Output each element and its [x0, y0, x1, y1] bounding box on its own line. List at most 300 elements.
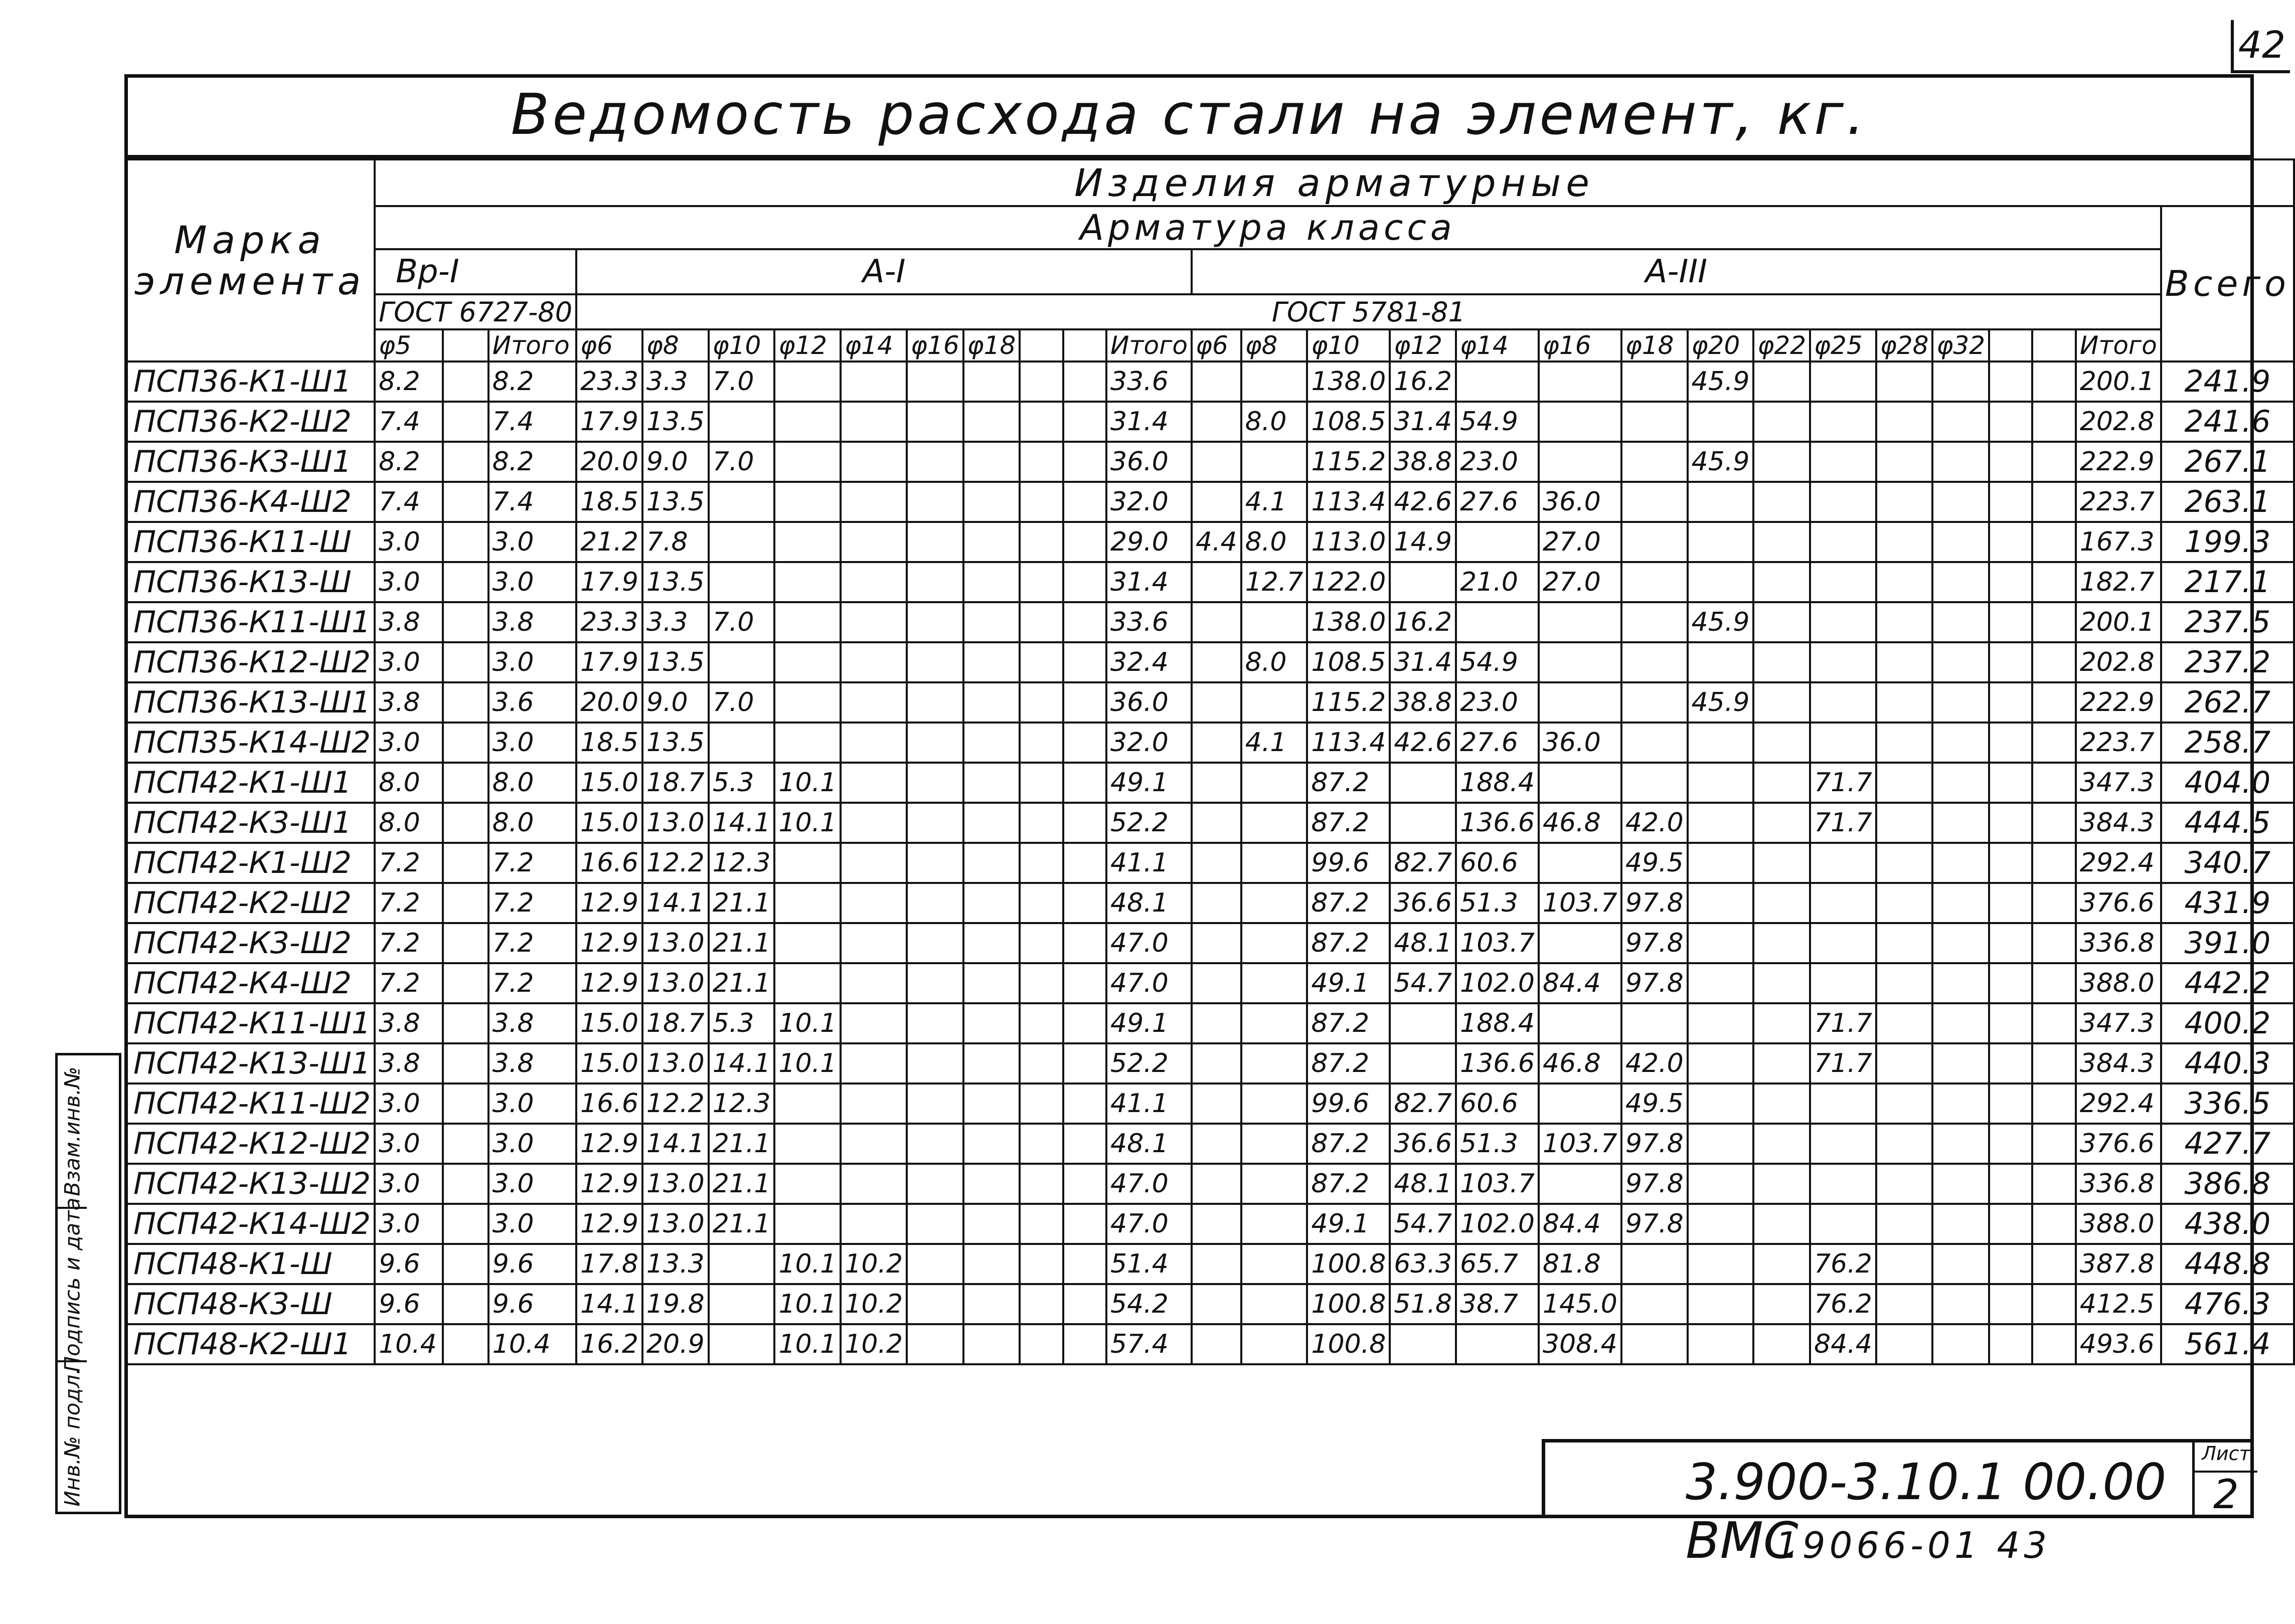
row-total: 241.9: [2161, 362, 2294, 402]
table-row: [125, 682, 2294, 723]
table-cell: 49.1: [1106, 763, 1192, 803]
table-cell: [1539, 402, 1621, 442]
table-cell: [1932, 803, 1989, 843]
table-cell: [2032, 843, 2075, 883]
table-cell: 12.9: [576, 1164, 642, 1204]
table-cell: [1989, 803, 2032, 843]
table-cell: [1989, 1084, 2032, 1124]
table-cell: [1241, 803, 1307, 843]
table-cell: 47.0: [1106, 1164, 1192, 1204]
table-cell: 388.0: [2076, 963, 2161, 1003]
table-cell: 100.8: [1307, 1284, 1390, 1324]
table-cell: [907, 963, 963, 1003]
table-cell: [1810, 963, 1876, 1003]
table-cell: [1020, 642, 1063, 682]
table-cell: [1753, 963, 1810, 1003]
table-cell: [1688, 1324, 1754, 1364]
table-cell: 38.8: [1390, 682, 1456, 723]
row-total: 404.0: [2161, 763, 2294, 803]
table-row: [125, 1043, 2294, 1084]
table-cell: [1241, 963, 1307, 1003]
table-cell: [841, 682, 907, 723]
row-total: 391.0: [2161, 923, 2294, 963]
table-cell: [443, 1164, 488, 1204]
table-cell: 3.3: [642, 602, 709, 642]
table-cell: 84.4: [1810, 1324, 1876, 1364]
table-cell: [1753, 1043, 1810, 1084]
table-cell: [1241, 843, 1307, 883]
table-cell: [1932, 963, 1989, 1003]
table-cell: [841, 562, 907, 602]
table-cell: [1063, 763, 1106, 803]
table-cell: 49.5: [1621, 843, 1688, 883]
table-cell: 7.4: [375, 482, 443, 522]
table-cell: [963, 883, 1020, 923]
table-cell: [1020, 963, 1063, 1003]
table-cell: [2032, 1003, 2075, 1043]
table-cell: [443, 1124, 488, 1164]
table-cell: 347.3: [2076, 1003, 2161, 1043]
table-cell: [443, 1003, 488, 1043]
table-cell: [2032, 803, 2075, 843]
table-cell: [963, 1244, 1020, 1284]
table-cell: [1621, 1244, 1688, 1284]
table-row: [125, 1204, 2294, 1244]
table-cell: [774, 362, 841, 402]
table-cell: 42.6: [1390, 482, 1456, 522]
row-mark: ПСП36-К13-Ш: [125, 562, 375, 602]
table-cell: [1810, 1164, 1876, 1204]
table-cell: [1989, 1164, 2032, 1204]
table-cell: 18.5: [576, 482, 642, 522]
table-cell: [1810, 682, 1876, 723]
table-cell: [443, 1204, 488, 1244]
table-cell: [2032, 602, 2075, 642]
table-cell: [907, 402, 963, 442]
row-total: 442.2: [2161, 963, 2294, 1003]
table-cell: [1621, 642, 1688, 682]
table-cell: [841, 1084, 907, 1124]
table-cell: [1390, 803, 1456, 843]
table-cell: [1390, 562, 1456, 602]
table-cell: [1753, 682, 1810, 723]
table-cell: [1192, 402, 1241, 442]
table-cell: 87.2: [1307, 923, 1390, 963]
table-row: [125, 723, 2294, 763]
table-cell: [1020, 1124, 1063, 1164]
table-cell: [2032, 963, 2075, 1003]
table-cell: [443, 442, 488, 482]
table-cell: 21.1: [709, 1204, 775, 1244]
table-cell: [1876, 442, 1933, 482]
table-cell: 21.1: [709, 923, 775, 963]
table-cell: 14.1: [709, 803, 775, 843]
table-cell: 8.0: [488, 803, 576, 843]
table-cell: 3.8: [375, 1003, 443, 1043]
table-cell: 27.0: [1539, 522, 1621, 562]
table-cell: 7.2: [488, 923, 576, 963]
table-cell: [1688, 1043, 1754, 1084]
table-cell: [1063, 682, 1106, 723]
row-mark: ПСП42-К2-Ш2: [125, 883, 375, 923]
table-cell: 19.8: [642, 1284, 709, 1324]
table-cell: 49.5: [1621, 1084, 1688, 1124]
table-cell: [1876, 402, 1933, 442]
table-cell: [1192, 843, 1241, 883]
table-cell: [1810, 562, 1876, 602]
table-cell: 41.1: [1106, 843, 1192, 883]
table-cell: 51.8: [1390, 1284, 1456, 1324]
table-cell: [1539, 763, 1621, 803]
row-total: 476.3: [2161, 1284, 2294, 1324]
table-row: [125, 642, 2294, 682]
table-cell: [1063, 723, 1106, 763]
table-cell: [1876, 1284, 1933, 1324]
table-cell: 103.7: [1539, 1124, 1621, 1164]
table-cell: [709, 522, 775, 562]
class-a1: A-I: [576, 249, 1192, 294]
table-cell: 8.2: [375, 362, 443, 402]
table-cell: 36.6: [1390, 883, 1456, 923]
table-cell: 12.9: [576, 883, 642, 923]
table-cell: [1192, 602, 1241, 642]
table-cell: 21.1: [709, 883, 775, 923]
gost-a: ГОСТ 5781-81: [576, 294, 2161, 329]
sheet-number: 42: [2231, 20, 2290, 73]
table-cell: 182.7: [2076, 562, 2161, 602]
table-cell: [774, 602, 841, 642]
table-cell: [963, 1003, 1020, 1043]
table-cell: 7.4: [488, 482, 576, 522]
table-cell: [1192, 1244, 1241, 1284]
table-cell: [963, 723, 1020, 763]
table-cell: 100.8: [1307, 1324, 1390, 1364]
table-cell: [1063, 1284, 1106, 1324]
table-cell: [1241, 1284, 1307, 1324]
table-cell: [2032, 442, 2075, 482]
products-header: Изделия арматурные: [375, 159, 2294, 206]
table-row: [125, 963, 2294, 1003]
table-cell: 84.4: [1539, 963, 1621, 1003]
table-cell: 13.5: [642, 482, 709, 522]
table-cell: 47.0: [1106, 923, 1192, 963]
table-cell: [1753, 602, 1810, 642]
diameter-header: φ6: [576, 329, 642, 362]
row-mark: ПСП36-К1-Ш1: [125, 362, 375, 402]
diameter-header: φ28: [1876, 329, 1933, 362]
table-cell: [2032, 1043, 2075, 1084]
table-cell: [1876, 642, 1933, 682]
table-cell: [963, 522, 1020, 562]
table-cell: [963, 362, 1020, 402]
table-cell: [1621, 1003, 1688, 1043]
table-cell: 7.0: [709, 602, 775, 642]
table-cell: [841, 402, 907, 442]
table-cell: 122.0: [1307, 562, 1390, 602]
table-cell: 16.6: [576, 843, 642, 883]
table-cell: 21.2: [576, 522, 642, 562]
table-cell: 384.3: [2076, 1043, 2161, 1084]
diameter-header: φ8: [642, 329, 709, 362]
table-cell: [443, 723, 488, 763]
table-cell: 103.7: [1456, 1164, 1539, 1204]
table-cell: 14.9: [1390, 522, 1456, 562]
table-cell: 8.0: [1241, 522, 1307, 562]
table-cell: [907, 723, 963, 763]
row-total: 258.7: [2161, 723, 2294, 763]
table-cell: 200.1: [2076, 602, 2161, 642]
table-cell: [1020, 1084, 1063, 1124]
table-cell: 3.0: [488, 522, 576, 562]
table-cell: [1932, 402, 1989, 442]
table-cell: 347.3: [2076, 763, 2161, 803]
table-cell: [443, 843, 488, 883]
table-cell: 23.3: [576, 362, 642, 402]
table-cell: [963, 843, 1020, 883]
table-cell: 10.1: [774, 1324, 841, 1364]
table-cell: [963, 1084, 1020, 1124]
table-cell: [1810, 402, 1876, 442]
table-cell: 45.9: [1688, 442, 1754, 482]
table-cell: [1539, 442, 1621, 482]
table-cell: 3.0: [375, 1124, 443, 1164]
table-cell: [1989, 1244, 2032, 1284]
sheet-value: 2: [2213, 1471, 2239, 1518]
table-cell: 54.2: [1106, 1284, 1192, 1324]
table-cell: 9.6: [488, 1284, 576, 1324]
table-cell: 31.4: [1106, 562, 1192, 602]
table-cell: 54.9: [1456, 642, 1539, 682]
row-mark: ПСП36-К11-Ш: [125, 522, 375, 562]
table-cell: 71.7: [1810, 1043, 1876, 1084]
table-cell: [443, 763, 488, 803]
table-cell: [1241, 602, 1307, 642]
table-cell: [1932, 1043, 1989, 1084]
row-total: 336.5: [2161, 1084, 2294, 1124]
row-total: 267.1: [2161, 442, 2294, 482]
table-cell: [1192, 803, 1241, 843]
table-cell: 36.6: [1390, 1124, 1456, 1164]
table-cell: 12.9: [576, 963, 642, 1003]
table-cell: 108.5: [1307, 402, 1390, 442]
table-cell: [2032, 1164, 2075, 1204]
table-cell: [1876, 1164, 1933, 1204]
table-cell: 8.0: [1241, 642, 1307, 682]
row-mark: ПСП36-К3-Ш1: [125, 442, 375, 482]
row-total: 440.3: [2161, 1043, 2294, 1084]
table-cell: 200.1: [2076, 362, 2161, 402]
table-cell: 13.0: [642, 1204, 709, 1244]
table-cell: [1192, 442, 1241, 482]
table-cell: [1688, 923, 1754, 963]
table-cell: 10.1: [774, 803, 841, 843]
table-cell: [1390, 1043, 1456, 1084]
table-cell: 3.0: [488, 723, 576, 763]
table-cell: [1020, 1284, 1063, 1324]
row-mark: ПСП42-К1-Ш1: [125, 763, 375, 803]
table-cell: 12.9: [576, 1124, 642, 1164]
table-cell: 38.7: [1456, 1284, 1539, 1324]
table-cell: [1989, 843, 2032, 883]
table-cell: [1456, 1324, 1539, 1364]
table-cell: [1192, 642, 1241, 682]
table-cell: [1989, 602, 2032, 642]
table-cell: [963, 1164, 1020, 1204]
table-cell: [1621, 723, 1688, 763]
table-cell: [1063, 642, 1106, 682]
table-cell: 13.5: [642, 723, 709, 763]
table-cell: [1876, 1244, 1933, 1284]
table-cell: [1020, 482, 1063, 522]
diameter-header: φ32: [1932, 329, 1989, 362]
table-cell: 23.0: [1456, 682, 1539, 723]
class-header: Арматура класса: [375, 206, 2161, 249]
table-cell: [1876, 963, 1933, 1003]
table-cell: [1539, 1164, 1621, 1204]
table-cell: [1621, 763, 1688, 803]
row-total: 438.0: [2161, 1204, 2294, 1244]
table-cell: [774, 883, 841, 923]
table-cell: [1192, 763, 1241, 803]
table-cell: 308.4: [1539, 1324, 1621, 1364]
table-cell: 42.0: [1621, 1043, 1688, 1084]
row-mark: ПСП42-К11-Ш2: [125, 1084, 375, 1124]
table-cell: [1688, 1244, 1754, 1284]
table-cell: [774, 482, 841, 522]
table-cell: [1688, 1124, 1754, 1164]
table-cell: [963, 442, 1020, 482]
table-cell: 12.9: [576, 923, 642, 963]
table-cell: 13.3: [642, 1244, 709, 1284]
table-cell: [1020, 562, 1063, 602]
diameter-header: [1063, 329, 1106, 362]
table-cell: [1621, 442, 1688, 482]
table-row: [125, 1284, 2294, 1324]
table-cell: [443, 1244, 488, 1284]
table-cell: [1688, 883, 1754, 923]
table-cell: 33.6: [1106, 362, 1192, 402]
diameter-header: φ16: [907, 329, 963, 362]
table-cell: 12.7: [1241, 562, 1307, 602]
table-cell: 7.0: [709, 362, 775, 402]
table-cell: [1876, 482, 1933, 522]
table-cell: [841, 883, 907, 923]
table-cell: [1753, 562, 1810, 602]
table-cell: 376.6: [2076, 883, 2161, 923]
diameter-header: φ10: [709, 329, 775, 362]
table-cell: [1063, 1043, 1106, 1084]
table-cell: [1063, 923, 1106, 963]
table-cell: [709, 562, 775, 602]
table-cell: 54.7: [1390, 963, 1456, 1003]
table-cell: [907, 883, 963, 923]
table-cell: [907, 1244, 963, 1284]
table-cell: [1063, 402, 1106, 442]
table-cell: 13.0: [642, 1043, 709, 1084]
table-cell: [1456, 522, 1539, 562]
table-cell: [1241, 1164, 1307, 1204]
table-cell: [443, 642, 488, 682]
table-cell: [2032, 1324, 2075, 1364]
table-cell: [1688, 482, 1754, 522]
table-cell: [1063, 442, 1106, 482]
table-cell: 9.0: [642, 682, 709, 723]
table-cell: 8.0: [375, 763, 443, 803]
table-cell: [841, 923, 907, 963]
table-cell: [1241, 1043, 1307, 1084]
table-cell: [443, 522, 488, 562]
table-cell: 10.1: [774, 763, 841, 803]
table-cell: [1753, 482, 1810, 522]
table-cell: [1989, 1324, 2032, 1364]
table-cell: 36.0: [1539, 723, 1621, 763]
table-cell: [2032, 482, 2075, 522]
table-cell: [1241, 1204, 1307, 1244]
side-stamp-cell: Инв.№ подл.: [60, 1367, 85, 1507]
table-cell: 17.9: [576, 562, 642, 602]
table-cell: 99.6: [1307, 843, 1390, 883]
table-cell: [774, 402, 841, 442]
table-cell: [1020, 723, 1063, 763]
table-cell: [1989, 362, 2032, 402]
table-cell: [907, 803, 963, 843]
table-cell: 21.1: [709, 1164, 775, 1204]
table-cell: 31.4: [1390, 402, 1456, 442]
table-cell: [1688, 1204, 1754, 1244]
table-cell: [963, 963, 1020, 1003]
table-cell: [1810, 1204, 1876, 1244]
table-cell: 8.0: [488, 763, 576, 803]
table-cell: [1810, 883, 1876, 923]
diameter-header: φ6: [1192, 329, 1241, 362]
table-cell: [1810, 442, 1876, 482]
table-cell: 138.0: [1307, 362, 1390, 402]
table-cell: 51.4: [1106, 1244, 1192, 1284]
table-cell: [1932, 763, 1989, 803]
table-cell: [1932, 1084, 1989, 1124]
table-cell: [1810, 602, 1876, 642]
table-row: [125, 1003, 2294, 1043]
table-cell: 16.6: [576, 1084, 642, 1124]
sheet-box: [2192, 1442, 2257, 1518]
table-cell: [1876, 883, 1933, 923]
table-cell: 7.4: [375, 402, 443, 442]
table-cell: 87.2: [1307, 883, 1390, 923]
table-cell: [1989, 562, 2032, 602]
table-cell: [774, 923, 841, 963]
table-cell: [1621, 602, 1688, 642]
table-cell: [443, 1043, 488, 1084]
table-cell: [443, 402, 488, 442]
table-cell: 202.8: [2076, 642, 2161, 682]
table-cell: 12.3: [709, 843, 775, 883]
table-cell: 188.4: [1456, 1003, 1539, 1043]
table-cell: [1621, 402, 1688, 442]
row-total: 241.6: [2161, 402, 2294, 442]
table-cell: [2032, 682, 2075, 723]
table-cell: 97.8: [1621, 1204, 1688, 1244]
table-cell: 3.0: [375, 522, 443, 562]
table-cell: [1989, 883, 2032, 923]
table-cell: [1063, 1204, 1106, 1244]
table-cell: [1876, 1003, 1933, 1043]
table-cell: 60.6: [1456, 1084, 1539, 1124]
table-cell: [1192, 1003, 1241, 1043]
table-cell: [1932, 522, 1989, 562]
diameter-header: φ8: [1241, 329, 1307, 362]
table-cell: 71.7: [1810, 803, 1876, 843]
table-cell: [1241, 883, 1307, 923]
